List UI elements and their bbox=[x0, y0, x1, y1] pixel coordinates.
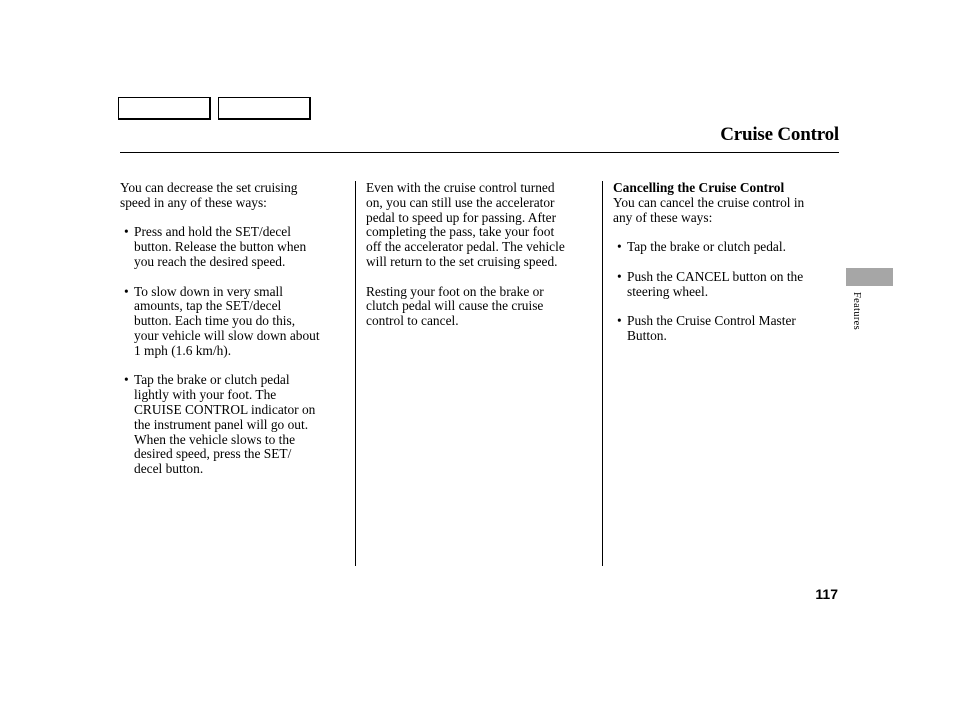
bullet-item: • Press and hold the SET/decel button. Release the button when you reach the desired speed. bbox=[120, 225, 345, 269]
paragraph: Resting your foot on the brake or clutch pedal will cause the cruise control to cancel. bbox=[366, 283, 544, 329]
text-column-middle bbox=[366, 181, 596, 344]
section-tab-label: Features bbox=[851, 292, 862, 330]
nav-button-previous[interactable] bbox=[118, 97, 211, 120]
paragraph: Even with the cruise control turned on, you can still use the accelerator pedal to speed up for passing. After completing the pass, take your foot off the accelerator pedal. The vehicle will return to the set cruising speed. bbox=[366, 180, 565, 269]
page-title: Cruise Control bbox=[720, 124, 839, 145]
column-divider bbox=[602, 181, 603, 566]
paragraph: You can cancel the cruise control in any of these ways: bbox=[613, 194, 805, 225]
bullet-list bbox=[613, 240, 835, 344]
bullet-item: • Tap the brake or clutch pedal lightly with your foot. The CRUISE CONTROL indicator on the instrument panel will go out. When the vehicle slows to the desired speed, press the SET/ decel button. bbox=[120, 373, 345, 477]
page-number: 117 bbox=[815, 586, 838, 602]
bullet-item: • Tap the brake or clutch pedal. bbox=[613, 240, 835, 255]
bullet-item: • Push the CANCEL button on the steering wheel. bbox=[613, 270, 835, 300]
section-subheading: Cancelling the Cruise Control bbox=[613, 180, 785, 195]
column-divider bbox=[355, 181, 356, 566]
paragraph: You can decrease the set cruising speed in any of these ways: bbox=[120, 180, 298, 210]
bullet-item: • Push the Cruise Control Master Button. bbox=[613, 314, 835, 344]
bullet-list bbox=[120, 225, 345, 477]
title-rule bbox=[120, 152, 839, 153]
nav-button-next[interactable] bbox=[218, 97, 311, 120]
text-column-right bbox=[613, 181, 835, 359]
bullet-item: • To slow down in very small amounts, tap the SET/decel button. Each time you do this, your vehicle will slow down about 1 mph (1.6 km/h). bbox=[120, 285, 345, 359]
text-column-left bbox=[120, 181, 345, 492]
section-tab-marker bbox=[846, 268, 893, 286]
